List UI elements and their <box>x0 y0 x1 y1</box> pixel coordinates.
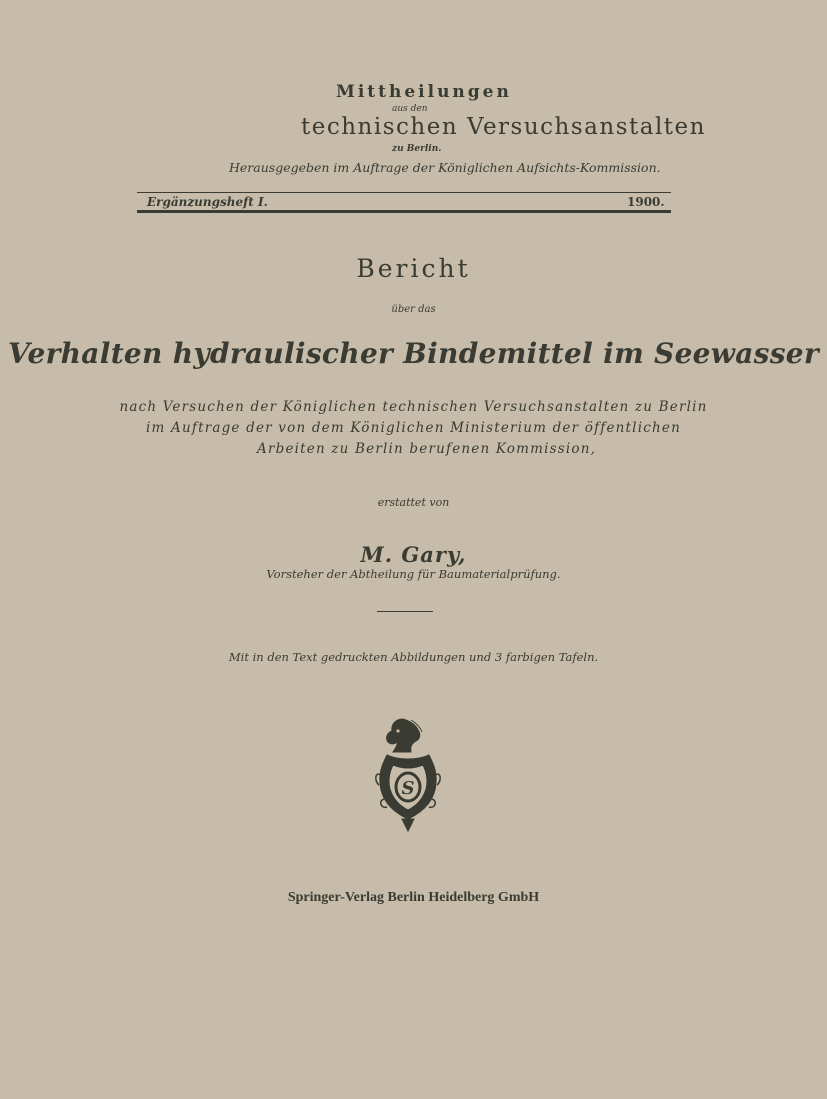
separator-rule <box>377 611 433 612</box>
author-name: M. Gary, <box>360 542 467 567</box>
series-place: zu Berlin. <box>392 144 442 154</box>
header-rule-top <box>137 192 671 193</box>
series-main-title: technischen Versuchsanstalten <box>301 114 706 140</box>
issue-label: Ergänzungsheft I. <box>147 195 268 209</box>
springer-horse-emblem-icon <box>373 715 443 833</box>
publisher-imprint: Springer-Verlag Berlin Heidelberg GmbH <box>287 890 540 905</box>
series-aus-den: aus den <box>392 104 428 114</box>
illustrations-note: Mit in den Text gedruckten Abbildungen und 3 farbigen Tafeln. <box>228 650 599 664</box>
subtitle-line-3: Arbeiten zu Berlin berufenen Kommission, <box>257 441 597 457</box>
erstattet-von: erstattet von <box>377 496 450 509</box>
header-rule-bottom <box>137 210 671 213</box>
series-editor-line: Herausgegeben im Auftrage der Königlichen Aufsichts-Kommission. <box>229 160 661 175</box>
issue-year: 1900. <box>627 195 665 209</box>
report-ueber-das: über das <box>391 304 436 315</box>
subtitle-line-2: im Auftrage der von dem Königlichen Ministerium der öffentlichen <box>146 420 681 436</box>
series-title: Mittheilungen <box>336 82 512 102</box>
report-heading: Bericht <box>356 254 471 283</box>
book-title: Verhalten hydraulischer Bindemittel im Seewasser <box>8 337 819 370</box>
author-role: Vorsteher der Abtheilung für Baumaterialprüfung. <box>266 567 561 581</box>
emblem-letter: S <box>401 778 415 799</box>
subtitle-line-1: nach Versuchen der Königlichen technischen Versuchsanstalten zu Berlin <box>119 399 708 415</box>
